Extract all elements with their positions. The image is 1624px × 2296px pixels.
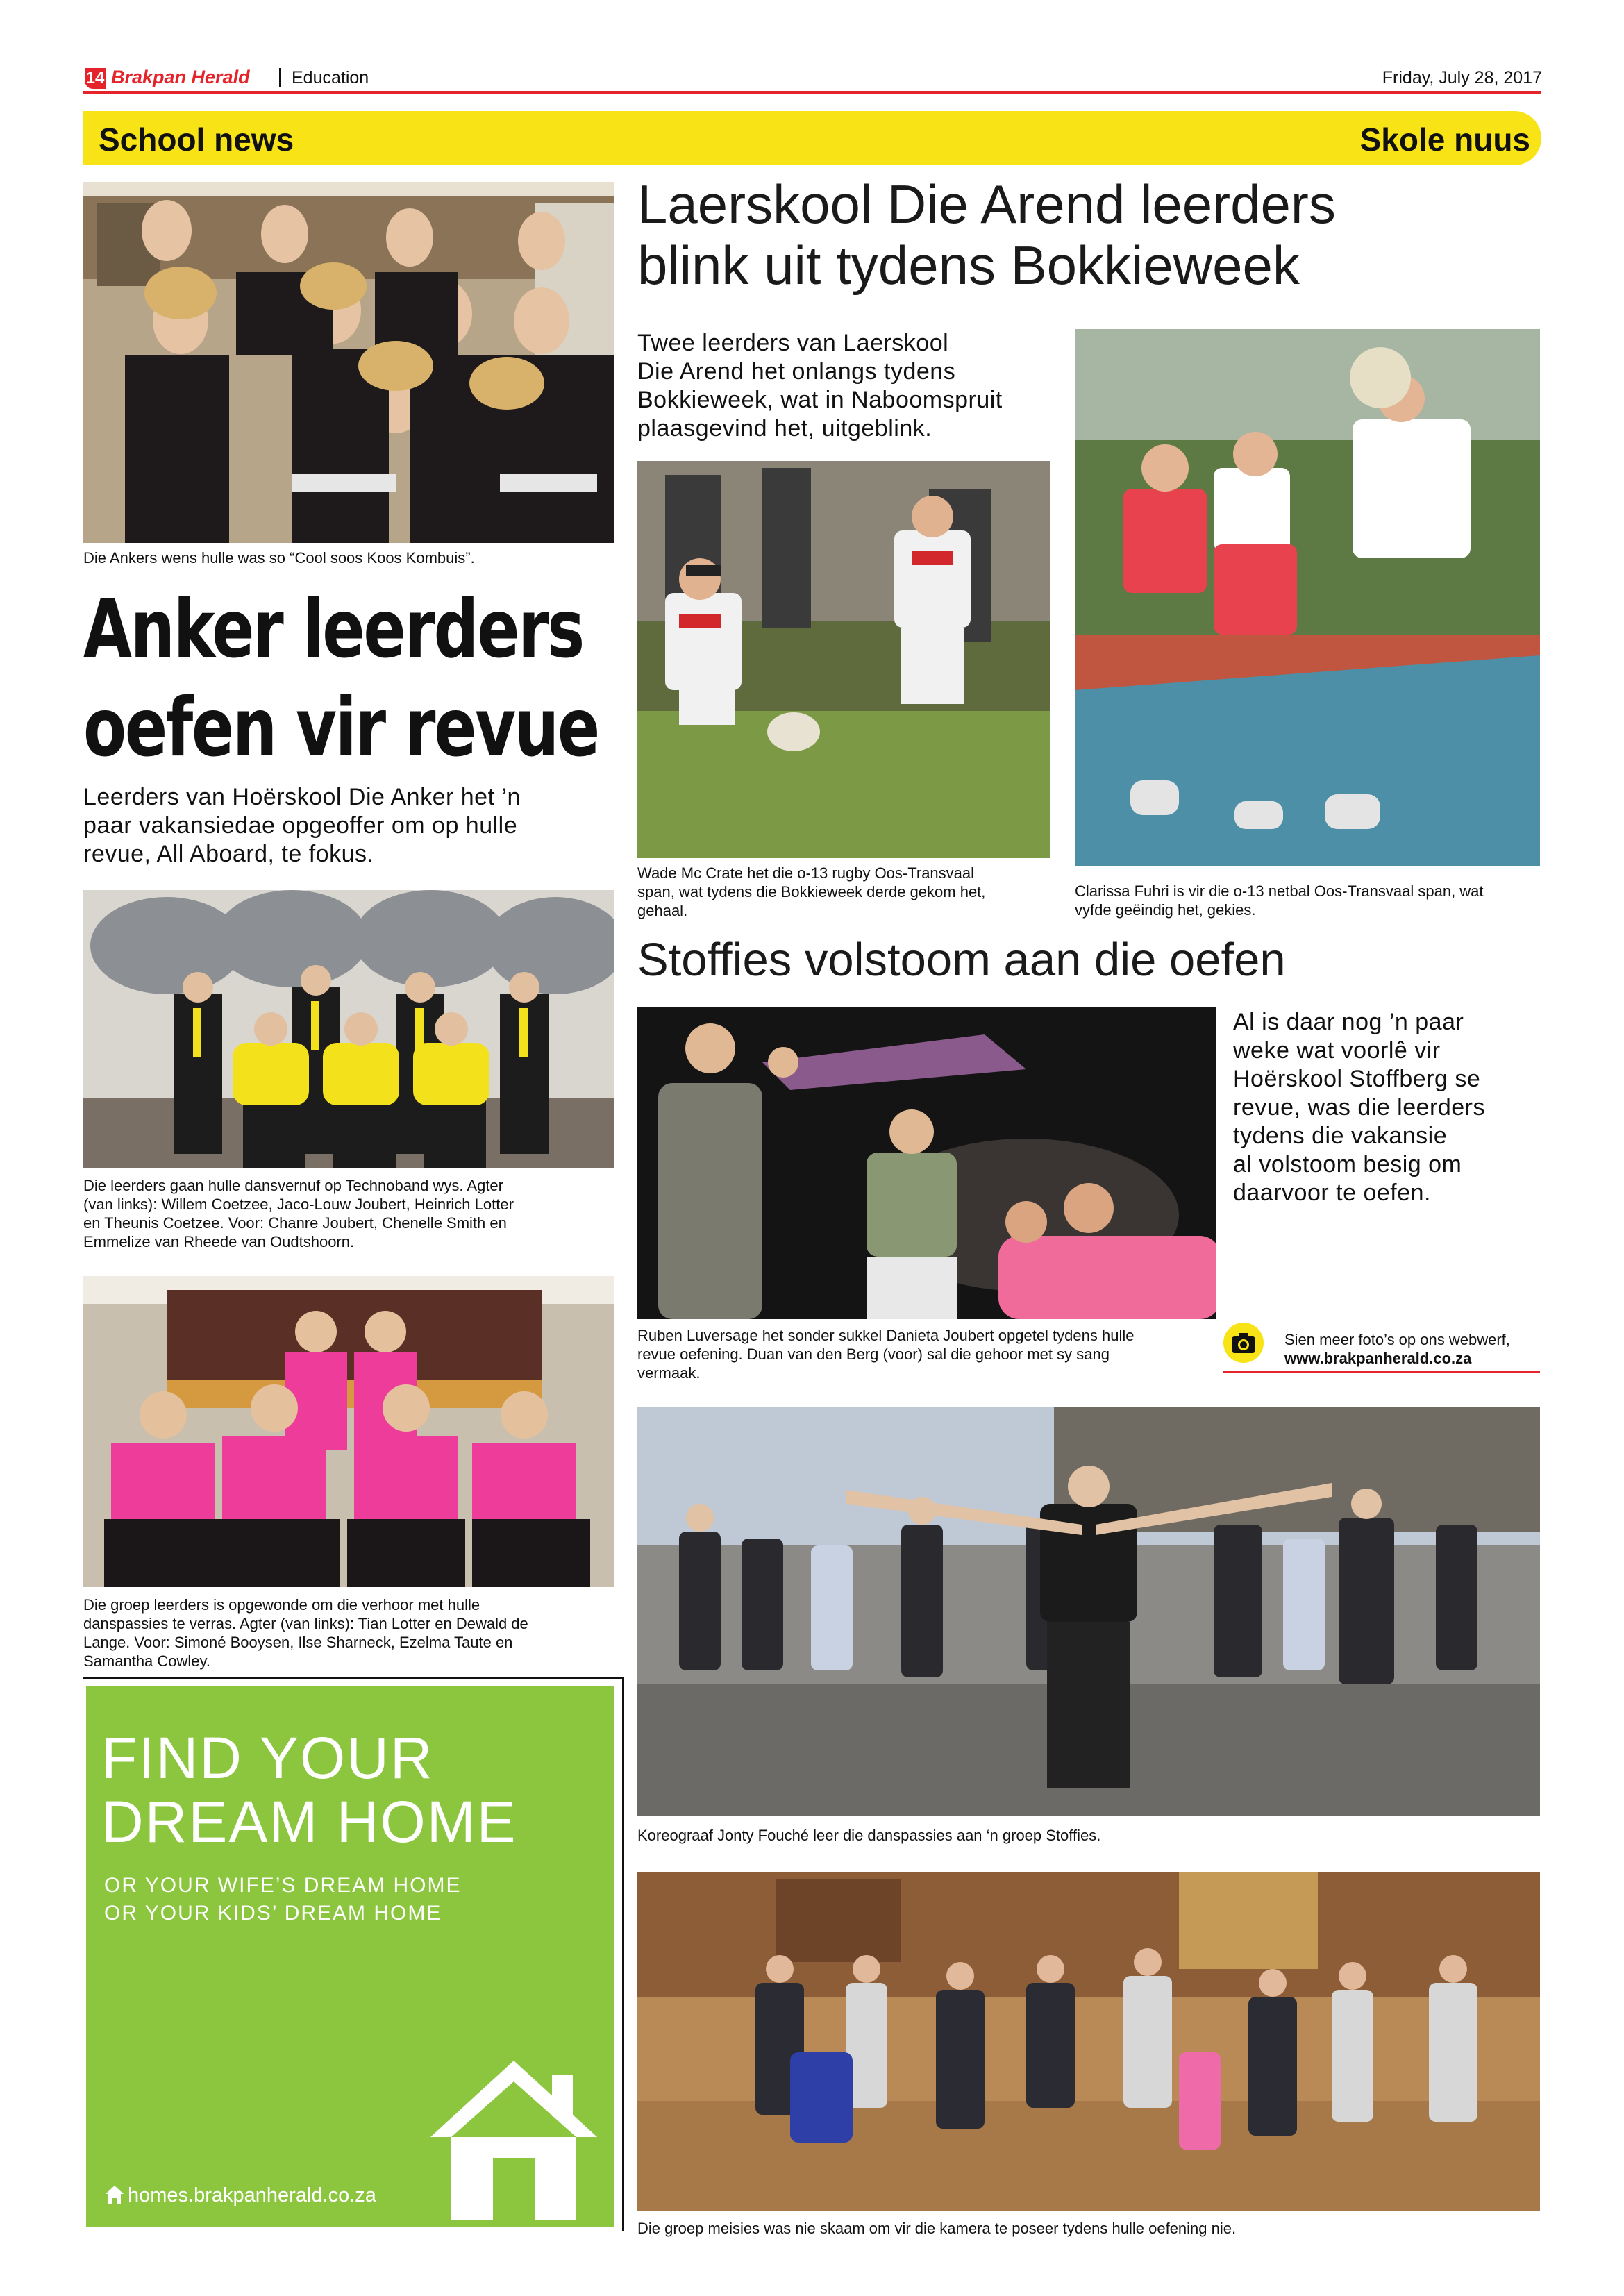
caption-line: gehaal.: [637, 902, 688, 919]
pink-dancers-photo: [83, 1276, 614, 1587]
stoffies-lift-caption: [637, 1326, 1134, 1382]
stoffies-intro-line: Al is daar nog ’n paar: [1233, 1009, 1464, 1035]
anker-headline-line1: Anker leerders: [83, 583, 583, 676]
caption-line: span, wat tydens die Bokkieweek derde gekom het,: [637, 883, 986, 900]
anker-intro-line: paar vakansiedae opgeoffer om op hulle: [83, 812, 518, 839]
caption-line: Wade Mc Crate het die o-13 rugby Oos-Transvaal: [637, 864, 975, 882]
stoffies-intro-line: Hoërskool Stoffberg se: [1233, 1066, 1481, 1092]
website-rule: [1223, 1371, 1540, 1373]
arend-intro-line: Twee leerders van Laerskool: [637, 330, 949, 356]
caption-line: danspassies te verras. Agter (van links): Tian Lotter en Dewald de: [83, 1615, 528, 1632]
technoband-caption: [83, 1176, 514, 1251]
caption-line: Die leerders gaan hulle dansvernuf op Technoband wys. Agter: [83, 1177, 503, 1194]
rugby-photo: [637, 461, 1050, 858]
stoffies-intro-line: daarvoor te oefen.: [1233, 1180, 1431, 1206]
advert-subtitle-line: OR YOUR KIDS’ DREAM HOME: [104, 1902, 442, 1925]
arend-intro-line: Bokkieweek, wat in Naboomspruit: [637, 387, 1003, 413]
anker-group-photo: [83, 182, 614, 543]
rugby-caption: [637, 864, 985, 920]
caption-line: Die groep leerders is opgewonde om die verhoor met hulle: [83, 1596, 480, 1614]
section-banner: [83, 111, 1541, 165]
caption-line: Lange. Voor: Simoné Booysen, Ilse Sharneck, Ezelma Taute en: [83, 1634, 513, 1651]
technoband-photo: [83, 890, 614, 1168]
caption-line: vermaak.: [637, 1364, 701, 1382]
header-rule: [83, 91, 1541, 94]
house-icon: [424, 2054, 604, 2220]
caption-line: Clarissa Fuhri is vir die o-13 netbal Oos-Transvaal span, wat: [1075, 882, 1484, 900]
netball-caption: [1075, 882, 1484, 919]
stoffies-headline: Stoffies volstoom aan die oefen: [637, 934, 1286, 986]
choreographer-photo: [637, 1407, 1540, 1816]
arend-headline-line: Laerskool Die Arend leerders: [637, 174, 1336, 235]
advert-url-link[interactable]: homes.brakpanherald.co.za: [128, 2184, 376, 2206]
netball-photo: [1075, 329, 1540, 866]
advert-title-line: DREAM HOME: [101, 1789, 517, 1854]
stoffies-intro-line: tydens die vakansie: [1233, 1123, 1448, 1149]
advert-subtitle: [104, 1872, 461, 1927]
website-link[interactable]: www.brakpanherald.co.za: [1284, 1350, 1472, 1367]
more-photos-note: Sien meer foto’s op ons webwerf,: [1284, 1331, 1510, 1348]
caption-line: Samantha Cowley.: [83, 1652, 211, 1670]
arend-headline-line: blink uit tydens Bokkieweek: [637, 235, 1300, 296]
section-name: Education: [292, 68, 369, 87]
choreographer-caption: Koreograaf Jonty Fouché leer die danspassies aan ‘n groep Stoffies.: [637, 1827, 1101, 1844]
advert-subtitle-line: OR YOUR WIFE’S DREAM HOME: [104, 1874, 462, 1897]
pink-dancers-caption: [83, 1595, 528, 1670]
caption-line: revue oefening. Duan van den Berg (voor) sal die gehoor met sy sang: [637, 1346, 1110, 1363]
advert-title-line: FIND YOUR: [101, 1725, 434, 1791]
camera-icon: [1223, 1323, 1264, 1363]
caption-line: (van links): Willem Coetzee, Jaco-Louw Joubert, Heinrich Lotter: [83, 1196, 514, 1213]
caption-line: Ruben Luversage het sonder sukkel Danieta Joubert opgetel tydens hulle: [637, 1327, 1135, 1344]
advert-title: [101, 1726, 517, 1854]
caption-line: en Theunis Coetzee. Voor: Chanre Joubert, Chenelle Smith en: [83, 1214, 507, 1232]
stoffies-intro: [1233, 1008, 1485, 1207]
anker-headline: [83, 580, 598, 778]
caption-line: Emmelize van Rheede van Oudtshoorn.: [83, 1233, 355, 1250]
anker-intro-line: revue, All Aboard, te fokus.: [83, 841, 374, 867]
stoffies-intro-line: al volstoom besig om: [1233, 1151, 1462, 1178]
arend-headline: [637, 174, 1540, 296]
publication-name: Brakpan Herald: [111, 67, 250, 87]
dream-home-advert[interactable]: [86, 1686, 614, 2227]
caption-line: vyfde geëindig het, gekies.: [1075, 901, 1256, 919]
issue-date: Friday, July 28, 2017: [1382, 68, 1542, 87]
banner-label-afrikaans: Skole nuus: [1359, 121, 1530, 158]
header-divider: [279, 68, 281, 87]
arend-intro-line: Die Arend het onlangs tydens: [637, 358, 956, 385]
anker-intro: [83, 783, 521, 869]
arend-intro-line: plaasgevind het, uitgeblink.: [637, 415, 932, 442]
girls-group-photo: [637, 1872, 1540, 2211]
page-number: 14: [85, 69, 105, 87]
girls-group-caption: Die groep meisies was nie skaam om vir die kamera te poseer tydens hulle oefening nie.: [637, 2220, 1237, 2237]
home-small-icon: [104, 2184, 125, 2205]
anker-photo-caption: Die Ankers wens hulle was so “Cool soos Koos Kombuis”.: [83, 549, 475, 567]
stoffies-intro-line: revue, was die leerders: [1233, 1094, 1486, 1121]
anker-headline-line2: oefen vir revue: [83, 681, 598, 775]
anker-intro-line: Leerders van Hoërskool Die Anker het ’n: [83, 784, 521, 810]
banner-label-english: School news: [99, 121, 294, 158]
arend-intro: [637, 329, 1003, 443]
stoffies-lift-photo: [637, 1007, 1216, 1319]
stoffies-intro-line: weke wat voorlê vir: [1233, 1037, 1441, 1064]
